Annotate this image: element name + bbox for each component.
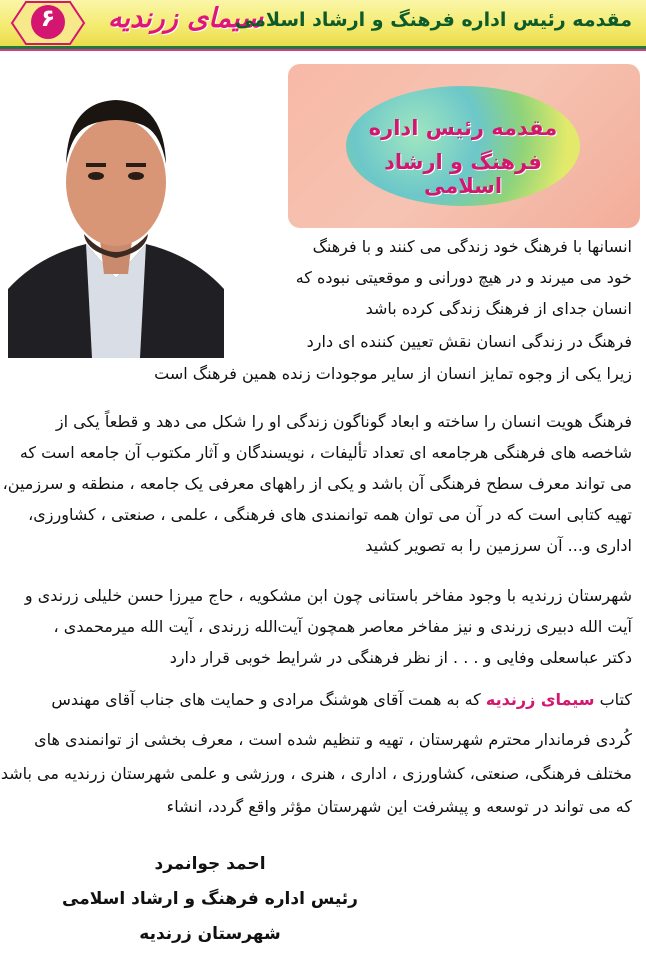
body-line-1: انسانها با فرهنگ خود زندگی می کنند و با فرهنگ: [312, 237, 632, 256]
body-line-14-end: که به همت آقای هوشنگ مرادی و حمایت های جناب آقای مهندس: [51, 690, 481, 709]
header-title: مقدمه رئیس اداره فرهنگ و ارشاد اسلامی: [234, 9, 632, 31]
body-line-9: تهیه کتابی است که در آن می توان همه توانمندی های فرهنگی ، علمی ، صنعتی ، کشاورزی،: [28, 505, 632, 524]
signature-place: شهرستان زرندیه: [139, 924, 281, 944]
header-divider-accent: [0, 49, 646, 51]
body-line-13: دکتر عباسعلی وفایی و . . . از نظر فرهنگی در شرایط خوبی قرار دارد: [169, 648, 632, 667]
body-line-10: اداری و... آن سرزمین را به تصویر کشید: [365, 536, 632, 555]
intro-title-line-2: فرهنگ و ارشاد اسلامی: [384, 150, 542, 198]
body-line-15: کُردی فرماندار محترم شهرستان ، تهیه و تنظیم شده است ، معرف بخشی از توانمندی های: [34, 730, 632, 749]
body-line-8: می تواند معرف سطح فرهنگی آن باشد و یکی از راههای معرفی یک جامعه ، منطقه و سرزمین،: [2, 474, 632, 493]
intro-title-oval: [346, 86, 580, 206]
body-line-16: مختلف فرهنگی، صنعتی، کشاورزی ، اداری ، هنری ، ورزشی و علمی شهرستان زرندیه می باشد: [0, 764, 632, 783]
body-line-12: آیت الله دبیری زرندی و نیز مفاخر معاصر همچون آیت‌الله زرندی ، آیت الله میرمحمدی ،: [53, 617, 632, 636]
brand-title: سیمای زرندیه: [108, 3, 263, 34]
body-line-2: خود می میرند و در هیچ دورانی و موقعیتی نبوده که: [295, 268, 632, 287]
body-line-17: که می تواند در توسعه و پیشرفت این شهرستان مؤثر واقع گردد، انشاء: [166, 797, 632, 816]
intro-title-line-1: مقدمه رئیس اداره: [368, 116, 558, 140]
author-portrait: [8, 64, 224, 358]
signature-name: احمد جوانمرد: [154, 854, 266, 874]
page-number: ۶: [40, 4, 56, 32]
body-line-14-start: کتاب: [599, 690, 632, 709]
signature-role: رئیس اداره فرهنگ و ارشاد اسلامی: [62, 889, 358, 909]
body-line-7: شاخصه های فرهنگی هرجامعه ای تعداد تألیفات ، نویسندگان و آثار مکتوب آن جامعه است که: [19, 443, 632, 462]
body-line-11: شهرستان زرندیه با وجود مفاخر باستانی چون ابن مشکویه ، حاج میرزا حسن خلیلی زرندی و: [24, 586, 632, 605]
book-title-highlight: سیمای زرندیه: [485, 690, 595, 709]
body-line-5: زیرا یکی از وجوه تمایز انسان از سایر موجودات زنده همین فرهنگ است: [154, 364, 632, 383]
intro-title-box: [288, 64, 640, 228]
body-line-6: فرهنگ هویت انسان را ساخته و ابعاد گوناگون زندگی او را شکل می دهد و قطعاً یکی از: [55, 412, 632, 431]
body-line-3: انسان جدای از فرهنگ زندگی کرده باشد: [365, 299, 632, 318]
body-line-14: [51, 690, 632, 709]
body-line-4: فرهنگ در زندگی انسان نقش تعیین کننده ای دارد: [306, 332, 632, 351]
